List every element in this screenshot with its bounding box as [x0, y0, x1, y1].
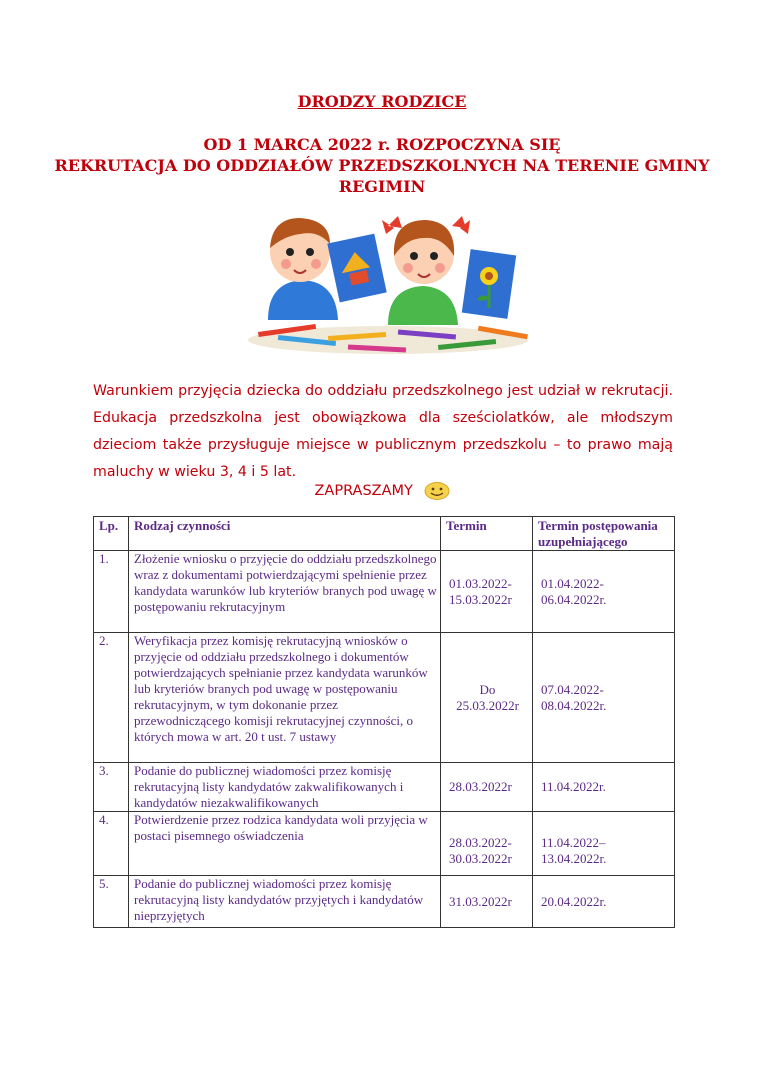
row-lp: 4. [94, 812, 129, 876]
term-end: 15.03.2022r [449, 591, 512, 607]
term-start: Do [479, 681, 496, 697]
row-supplementary-term [533, 633, 675, 763]
headline-line-3: REGIMIN [338, 177, 426, 196]
supp-end: 13.04.2022r. [541, 851, 607, 866]
row-activity: Podanie do publicznej wiadomości przez komisję rekrutacyjną listy kandydatów przyjętych i kandydatów nieprzyjętych [129, 876, 441, 928]
row-activity: Podanie do publicznej wiadomości przez komisję rekrutacyjną listy kandydatów zakwalifikowanych i kandydatów niezakwalifikowanych [129, 763, 441, 812]
term-start: 31.03.2022r [449, 893, 512, 909]
children-drawing-illustration [238, 200, 538, 365]
intro-paragraph: Warunkiem przyjęcia dziecka do oddziału przedszkolnego jest udział w rekrutacji. Edukacja przedszkolna jest obowiązkowa dla sześciolatków, ale młodszym dzieciom także przysługuje miejsce w publicznym przedszkolu – to prawo mają maluchy w wieku 3, 4 i 5 lat. [93, 383, 673, 480]
row-activity: Złożenie wniosku o przyjęcie do oddziału przedszkolnego wraz z dokumentami potwierdzającymi spełnienie przez kandydata warunków lub kryteriów branych pod uwagę w postępowaniu rekrutacyjnym [129, 551, 441, 633]
term-start: 28.03.2022r [449, 779, 512, 794]
supp-start: 07.04.2022- [541, 681, 604, 697]
table-row [94, 876, 675, 928]
row-activity: Weryfikacja przez komisję rekrutacyjną wniosków o przyjęcie od oddziału przedszkolnego i dokumentów potwierdzających spełnianie przez kandydata warunków lub kryteriów branych pod uwagę w postępowaniu rekrutacyjnym, w tym dokonanie przez przewodniczącego komisji rekrutacyjnej czynności, o których mowa w art. 20 t ust. 7 ustawy [129, 633, 441, 763]
row-supplementary-term [533, 876, 675, 928]
main-headline [0, 134, 764, 197]
row-term [441, 876, 533, 928]
greeting-heading: DRODZY RODZICE [297, 92, 467, 111]
smiley-icon [424, 482, 450, 500]
girl-figure [382, 216, 470, 325]
row-term [441, 763, 533, 812]
row-term [441, 812, 533, 876]
header-activity: Rodzaj czynności [129, 517, 441, 551]
supp-start: 11.04.2022– [541, 835, 606, 850]
row-activity: Potwierdzenie przez rodzica kandydata woli przyjęcia w postaci pisemnego oświadczenia [129, 812, 441, 876]
term-start: 01.03.2022- [449, 575, 512, 591]
headline-line-2: REKRUTACJA DO ODDZIAŁÓW PRZEDSZKOLNYCH NA TERENIE GMINY [54, 156, 710, 175]
header-lp: Lp. [94, 517, 129, 551]
boy-drawing [327, 234, 386, 303]
table-header-row [94, 517, 675, 551]
boy-figure [268, 218, 338, 320]
row-term [441, 551, 533, 633]
row-supplementary-term [533, 763, 675, 812]
supp-end: 06.04.2022r. [541, 591, 607, 607]
sunflower-drawing [462, 249, 516, 319]
table-row [94, 551, 675, 633]
row-lp: 2. [94, 633, 129, 763]
invite-text: ZAPRASZAMY [314, 483, 413, 499]
supp-start: 11.04.2022r. [541, 779, 606, 794]
term-end: 30.03.2022r [449, 851, 512, 866]
recruitment-schedule-table [93, 516, 675, 928]
header-term: Termin [441, 517, 533, 551]
supp-start: 01.04.2022- [541, 575, 604, 591]
term-start: 28.03.2022- [449, 835, 512, 850]
invite-line [0, 482, 764, 500]
table-row [94, 763, 675, 812]
supp-start: 20.04.2022r. [541, 893, 607, 909]
headline-line-1: OD 1 MARCA 2022 r. ROZPOCZYNA SIĘ [203, 135, 561, 154]
row-lp: 5. [94, 876, 129, 928]
table-row [94, 633, 675, 763]
header-supplementary-term: Termin postępowania uzupełniającego [533, 517, 675, 551]
row-supplementary-term [533, 812, 675, 876]
table-row [94, 812, 675, 876]
row-term [441, 633, 533, 763]
row-supplementary-term [533, 551, 675, 633]
supp-end: 08.04.2022r. [541, 697, 607, 713]
row-lp: 1. [94, 551, 129, 633]
row-lp: 3. [94, 763, 129, 812]
term-end: 25.03.2022r [456, 697, 519, 713]
